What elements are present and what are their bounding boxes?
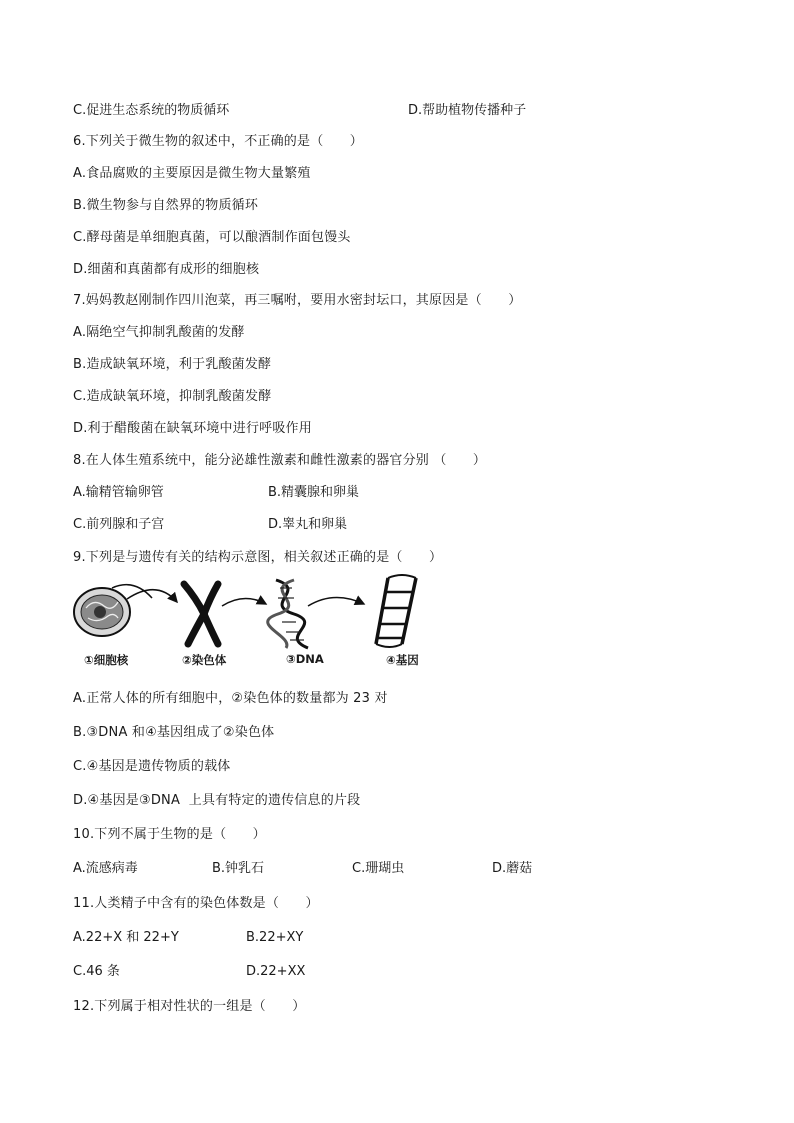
gene-segment-drawing [376, 575, 416, 647]
q9-option-a: A.正常人体的所有细胞中，②染色体的数量都为 23 对 [73, 691, 388, 706]
q9-option-d: D.④基因是③DNA 上具有特定的遗传信息的片段 [73, 793, 361, 808]
label-gene: ④基因 [386, 653, 419, 667]
q6-option-b: B.微生物参与自然界的物质循环 [73, 198, 259, 213]
chromosome-drawing [184, 584, 218, 644]
q10-option-d: D.蘑菇 [492, 861, 533, 876]
q5-option-d: D.帮助植物传播种子 [408, 103, 527, 118]
q7-option-b: B.造成缺氧环境，利于乳酸菌发酵 [73, 357, 272, 372]
q6-stem: 6.下列关于微生物的叙述中，不正确的是（ ） [73, 134, 364, 149]
label-chromosome: ②染色体 [182, 653, 227, 667]
q9-option-c: C.④基因是遗传物质的载体 [73, 759, 231, 774]
q8-option-d: D.睾丸和卵巢 [268, 517, 348, 532]
q8-option-c: C.前列腺和子宫 [73, 517, 165, 532]
dna-helix-drawing [268, 580, 308, 648]
q11-option-c: C.46 条 [73, 964, 120, 979]
q6-option-a: A.食品腐败的主要原因是微生物大量繁殖 [73, 166, 311, 181]
label-cell-nucleus: ①细胞核 [84, 653, 129, 667]
q8-option-b: B.精囊腺和卵巢 [268, 485, 360, 500]
q10-option-a: A.流感病毒 [73, 861, 138, 876]
heredity-structure-figure [72, 574, 452, 674]
q12-stem: 12.下列属于相对性状的一组是（ ） [73, 999, 306, 1014]
q7-option-a: A.隔绝空气抑制乳酸菌的发酵 [73, 325, 245, 340]
q5-option-c: C.促进生态系统的物质循环 [73, 103, 230, 118]
q7-option-c: C.造成缺氧环境，抑制乳酸菌发酵 [73, 389, 272, 404]
q8-stem: 8.在人体生殖系统中，能分泌雄性激素和雌性激素的器官分别 （ ） [73, 453, 487, 468]
q11-option-d: D.22+XX [246, 964, 306, 979]
q10-option-c: C.珊瑚虫 [352, 861, 405, 876]
q11-stem: 11.人类精子中含有的染色体数是（ ） [73, 896, 319, 911]
q7-option-d: D.利于醋酸菌在缺氧环境中进行呼吸作用 [73, 421, 312, 436]
q6-option-d: D.细菌和真菌都有成形的细胞核 [73, 262, 260, 277]
label-dna: ③DNA [286, 652, 324, 666]
q7-stem: 7.妈妈教赵刚制作四川泡菜，再三嘱咐，要用水密封坛口，其原因是（ ） [73, 293, 522, 308]
q6-option-c: C.酵母菌是单细胞真菌，可以酿酒制作面包馒头 [73, 230, 351, 245]
q9-stem: 9.下列是与遗传有关的结构示意图，相关叙述正确的是（ ） [73, 550, 443, 565]
q11-option-a: A.22+X 和 22+Y [73, 930, 179, 945]
q11-option-b: B.22+XY [246, 930, 304, 945]
q10-stem: 10.下列不属于生物的是（ ） [73, 827, 266, 842]
q10-option-b: B.钟乳石 [212, 861, 265, 876]
q8-option-a: A.输精管输卵管 [73, 485, 164, 500]
q9-option-b: B.③DNA 和④基因组成了②染色体 [73, 725, 275, 740]
